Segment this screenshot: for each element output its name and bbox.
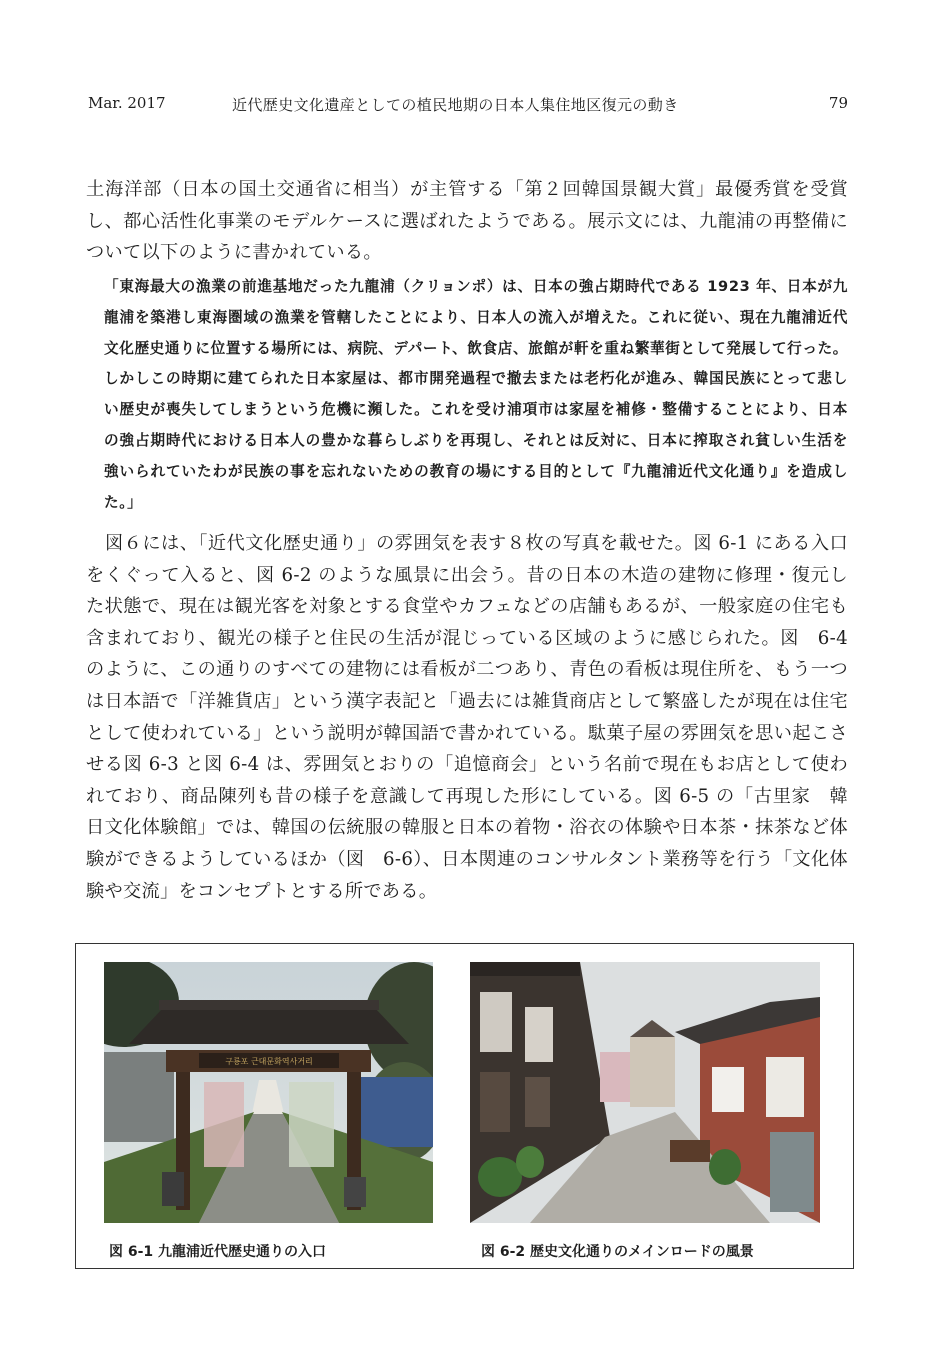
figure-caption-6-1: 図 6-1 九龍浦近代歴史通りの入口 (109, 1244, 327, 1260)
page-number: 79 (828, 94, 848, 112)
issue-date: Mar. 2017 (88, 94, 166, 112)
exhibit-quote: 「東海最大の漁業の前進基地だった九龍浦（クリョンポ）は、日本の強占期時代である 1923 年、日本が九龍浦を築港し東海圏域の漁業を管轄したことにより、日本人の流入が増えた。これに従い、現在九龍浦近代文化歴史通りに位置する場所には、病院、デパート、飲食店、旅館が軒を重ね繁華街として発展して行った。しかしこの時期に建てられた日本家屋は、都市開発過程で撤去または老朽化が進み、韓国民族にとって悲しい歴史が喪失してしまうという危機に瀕した。これを受け浦項市は家屋を補修・整備することにより、日本の強占期時代における日本人の豊かな暮らしぶりを再現し、それとは反対に、日本に搾取され貧しい生活を強いられていたわが民族の事を忘れないための教育の場にする目的として『九龍浦近代文化通り』を造成した。」 (104, 278, 848, 511)
photo-main-road (470, 962, 820, 1223)
running-title: 近代歴史文化遺産としての植民地期の日本人集住地区復元の動き (232, 96, 679, 114)
figure-caption-6-2: 図 6-2 歴史文化通りのメインロードの風景 (481, 1244, 754, 1260)
figure-box (75, 943, 854, 1269)
gate-sign-text: 구룡포 근대문화역사거리 (225, 1057, 313, 1066)
body-paragraph: 図６には、「近代文化歴史通り」の雰囲気を表す８枚の写真を載せた。図 6-1 にある入口をくぐって入ると、図 6-2 のような風景に出会う。昔の日本の木造の建物に修理・復元した状態で、現在は観光客を対象とする食堂やカフェなどの店舗もあるが、一般家庭の住宅も含まれており、観光の様子と住民の生活が混じっている区域のように感じられた。図 6-4 のように、この通りのすべての建物には看板が二つあり、青色の看板は現住所を、もう一つは日本語で「洋雑貨店」という漢字表記と「過去には雑貨商店として繁盛したが現在は住宅として使われている」という説明が韓国語で書かれている。駄菓子屋の雰囲気を思い起こさせる図 6-3 と図 6-4 は、雰囲気とおりの「追憶商会」という名前で現在もお店として使われており、商品陳列も昔の様子を意識して再現した形にしている。図 6-5 の「古里家 韓日文化体験館」では、韓国の伝統服の韓服と日本の着物・浴衣の体験や日本茶・抹茶など体験ができるようしているほか（図 6-6）、日本関連のコンサルタント業務等を行う「文化体験や交流」をコンセプトとする所である。 (86, 533, 848, 902)
photo-entrance-gate (104, 962, 433, 1223)
running-header (88, 94, 848, 116)
intro-paragraph: 土海洋部（日本の国土交通省に相当）が主管する「第２回韓国景観大賞」最優秀賞を受賞し、都心活性化事業のモデルケースに選ばれたようである。展示文には、九龍浦の再整備について以下のように書かれている。 (86, 179, 848, 264)
